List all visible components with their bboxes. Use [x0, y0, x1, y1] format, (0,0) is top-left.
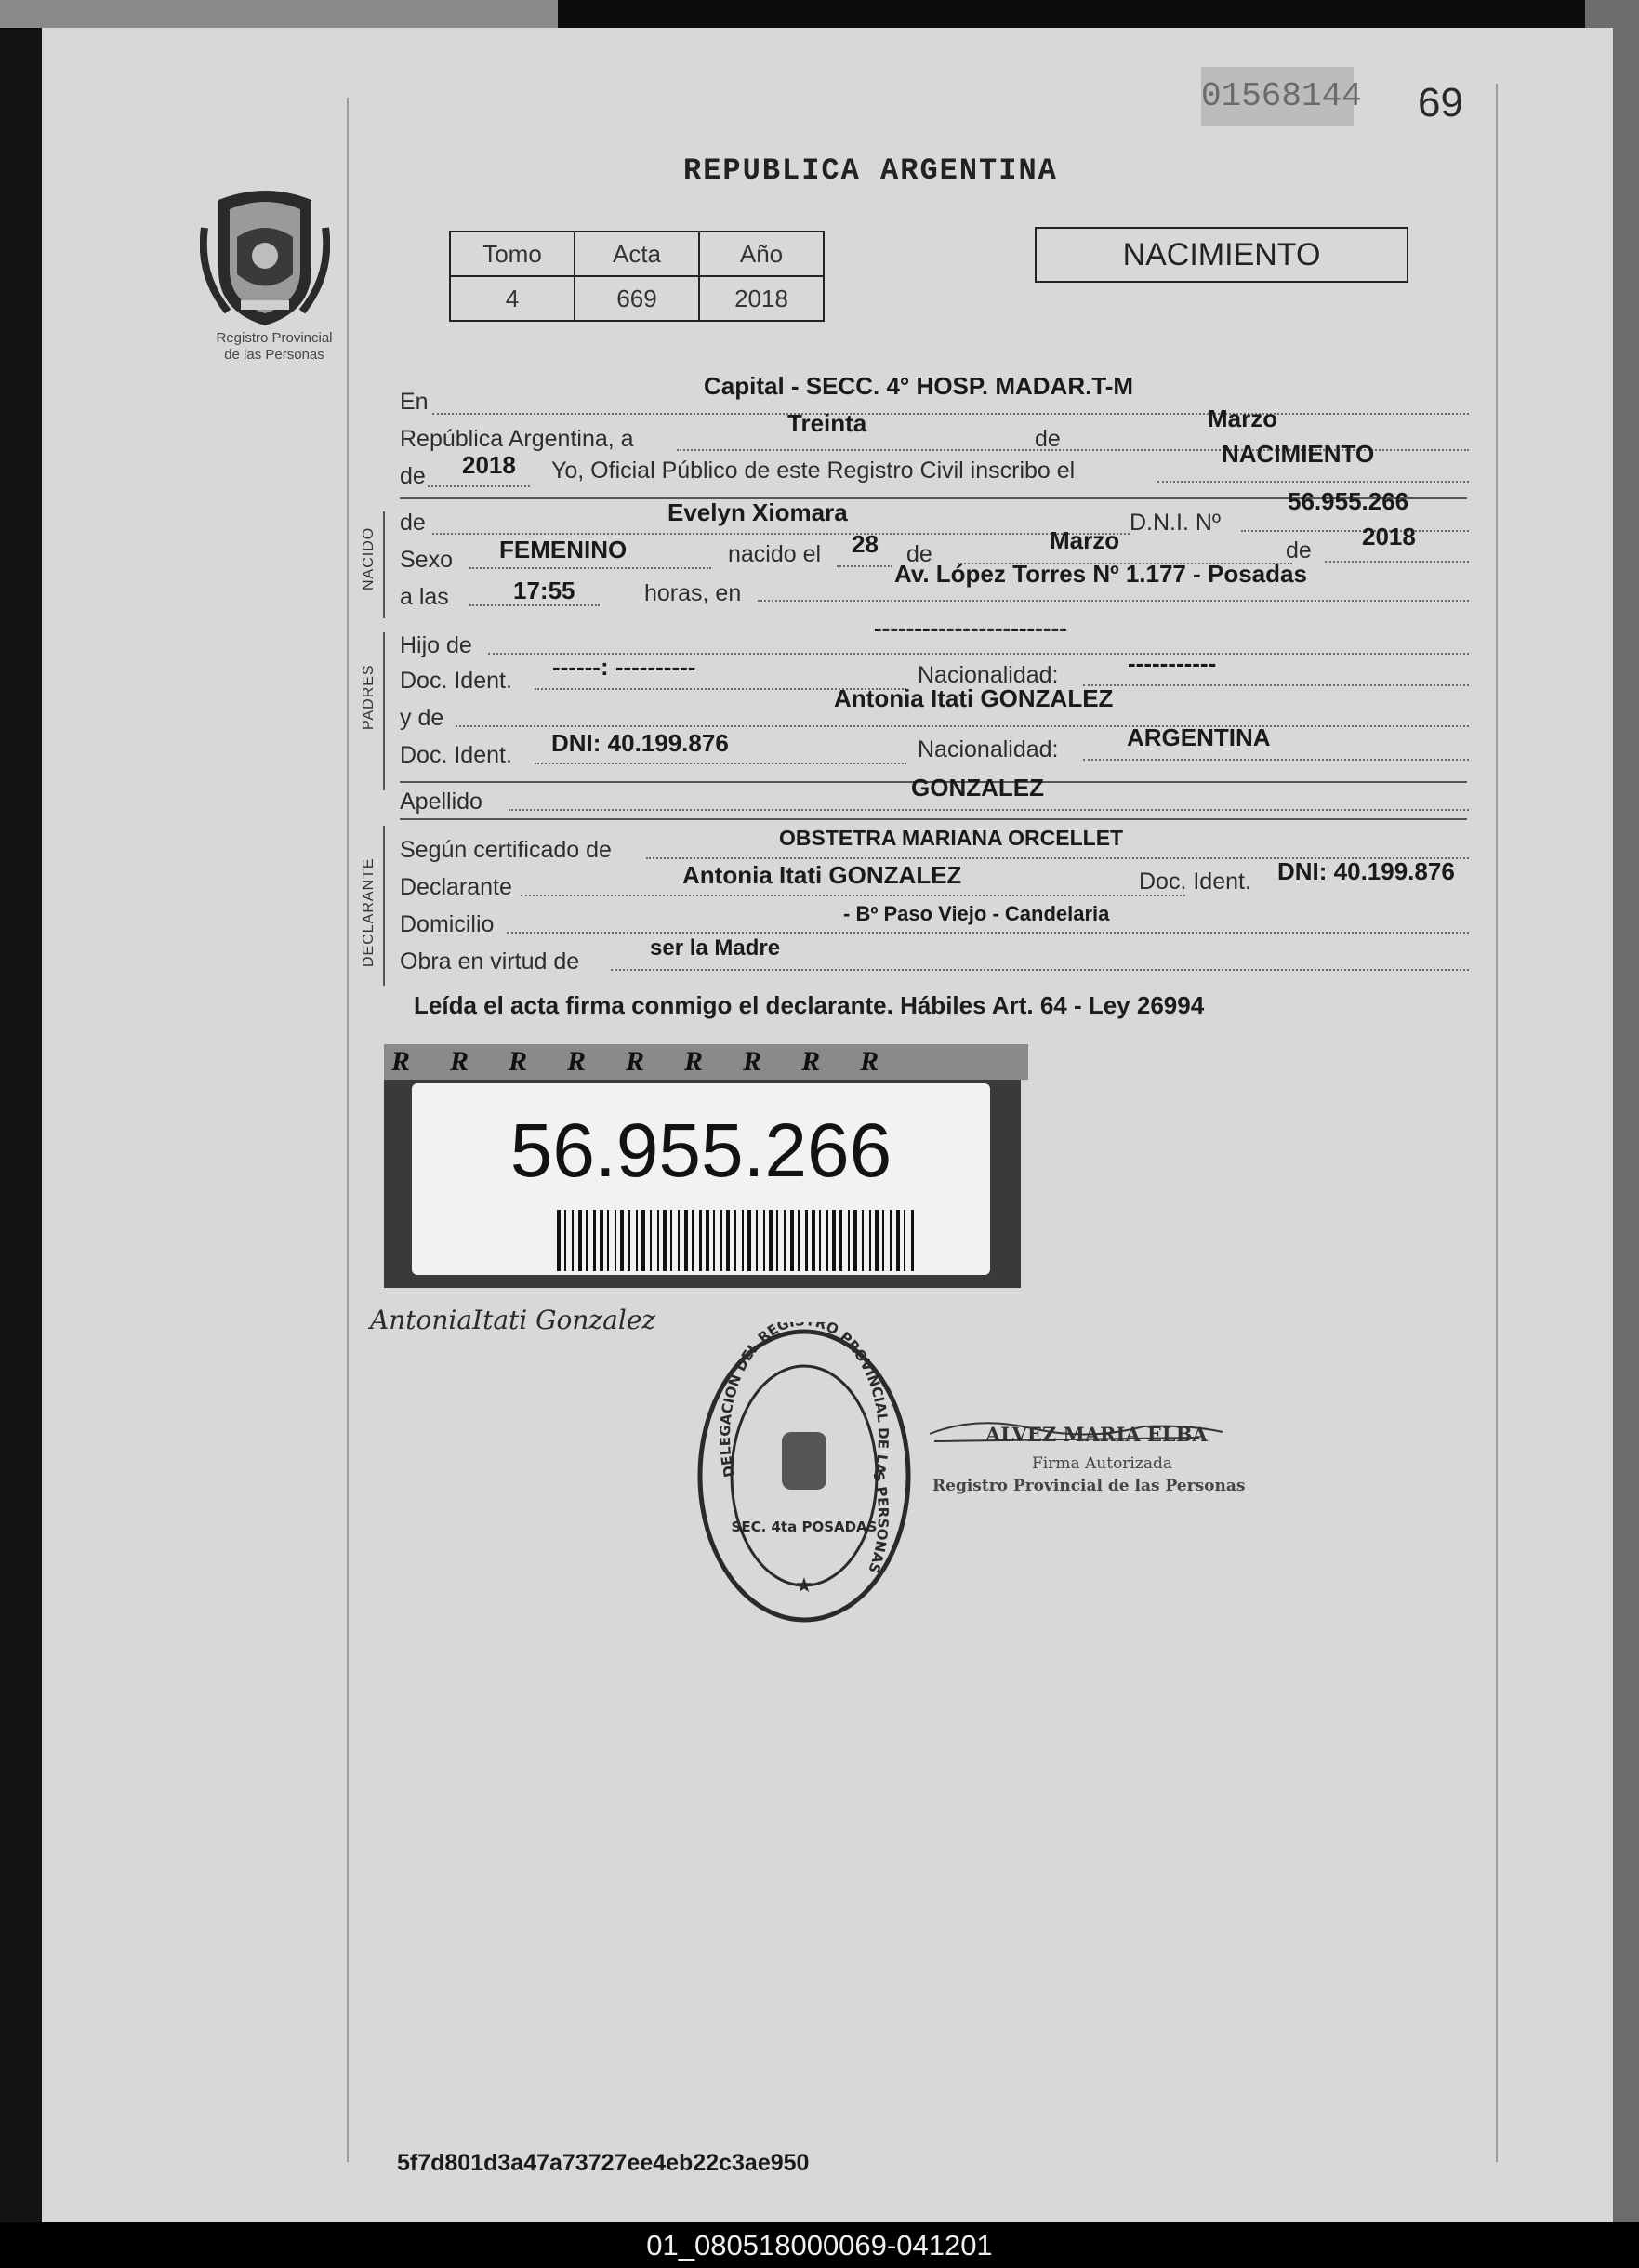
barcode-bar: [720, 1210, 722, 1271]
barcode-bar: [663, 1210, 667, 1271]
barcode-bar: [564, 1210, 566, 1271]
value-month: Marzo: [1208, 405, 1278, 432]
barcode-bar: [628, 1210, 630, 1271]
barcode-bar: [586, 1210, 588, 1271]
barcode-bar: [706, 1210, 709, 1271]
value-father-doc: ------: ----------: [552, 653, 696, 681]
barcode-bar: [784, 1210, 786, 1271]
value-mother: Antonia Itati GONZALEZ: [834, 684, 1114, 712]
logo-caption-line2: de las Personas: [224, 347, 324, 363]
barcode-bar: [692, 1210, 694, 1271]
barcode-bar: [641, 1210, 645, 1271]
value-sexo: FEMENINO: [499, 536, 628, 564]
left-margin-line: [347, 98, 349, 2162]
logo-caption-line1: Registro Provincial: [216, 330, 333, 346]
label-apellido: Apellido: [400, 789, 482, 815]
barcode-bar: [826, 1210, 828, 1271]
value-declarante-doc: DNI: 40.199.876: [1277, 857, 1455, 885]
label-en: En: [400, 389, 429, 415]
section-label-nacido: NACIDO: [361, 526, 377, 590]
barcode-bar: [615, 1210, 616, 1271]
label-hijo-de: Hijo de: [400, 632, 472, 658]
label-de: de: [1035, 426, 1061, 452]
label-a-las: a las: [400, 584, 449, 610]
handwritten-signature: AntoniaItati Gonzalez: [370, 1305, 656, 1335]
barcode-bar: [832, 1210, 836, 1271]
barcode-bar: [862, 1210, 864, 1271]
barcode-bar: [763, 1210, 765, 1271]
document-page: [42, 28, 1613, 2222]
seal-graphic: [693, 1322, 916, 1629]
barcode-bar: [678, 1210, 680, 1271]
coat-of-arms-logo: [200, 181, 330, 335]
barcode: [557, 1210, 919, 1271]
barcode-bar: [875, 1210, 879, 1271]
section-label-declarante: DECLARANTE: [361, 857, 377, 967]
table-header-acta: Acta: [575, 232, 699, 276]
footer-id: 01_080518000069-041201: [0, 2222, 1639, 2268]
value-day: Treinta: [787, 409, 867, 437]
serial-number: 01568144: [1201, 67, 1354, 126]
value-dni: 56.955.266: [1288, 487, 1409, 515]
right-margin-line: [1496, 84, 1498, 2162]
svg-text:★: ★: [795, 1573, 813, 1597]
record-type-box: NACIMIENTO: [1035, 227, 1408, 283]
label-y-de: y de: [400, 705, 444, 731]
label-obra-en-virtud: Obra en virtud de: [400, 948, 580, 975]
label-dni: D.N.I. Nº: [1130, 510, 1222, 536]
label-doc-ident-mother: Doc. Ident.: [400, 742, 512, 768]
barcode-bar: [848, 1210, 850, 1271]
value-birth-day: 28: [852, 530, 879, 558]
barcode-bar: [896, 1210, 900, 1271]
label-declarante: Declarante: [400, 874, 512, 900]
barcode-bar: [911, 1210, 914, 1271]
value-father: ------------------------: [874, 614, 1067, 642]
table-value-tomo: 4: [450, 276, 575, 321]
label-nacionalidad-mother: Nacionalidad:: [918, 736, 1059, 763]
barcode-bar: [734, 1210, 736, 1271]
value-birth-month: Marzo: [1050, 526, 1120, 554]
barcode-bar: [726, 1210, 730, 1271]
barcode-bar: [798, 1210, 800, 1271]
value-domicilio: - Bº Paso Viejo - Candelaria: [843, 902, 1110, 925]
barcode-bar: [819, 1210, 821, 1271]
table-header-tomo: Tomo: [450, 232, 575, 276]
barcode-bar: [869, 1210, 871, 1271]
barcode-bar: [636, 1210, 638, 1271]
barcode-bar: [805, 1210, 808, 1271]
official-office: Registro Provincial de las Personas: [932, 1477, 1246, 1495]
value-birth-place: Av. López Torres Nº 1.177 - Posadas: [894, 560, 1307, 588]
value-mother-doc: DNI: 40.199.876: [551, 729, 729, 757]
record-table-header: [450, 232, 824, 276]
seal-outer-text: DELEGACION DEL REG RO PROVINCIAL DE LAS PERSONAS: [716, 1322, 892, 1576]
barcode-bar: [769, 1210, 773, 1271]
barcode-bar: [790, 1210, 794, 1271]
label-nacido-de: de: [400, 510, 426, 536]
table-value-ano: 2018: [699, 276, 824, 321]
barcode-bar: [742, 1210, 744, 1271]
section-label-padres: PADRES: [361, 664, 377, 730]
label-nacionalidad-father: Nacionalidad:: [918, 662, 1059, 688]
closing-text: Leída el acta firma conmigo el declarante. Hábiles Art. 64 - Ley 26994: [414, 991, 1205, 1019]
label-republica: República Argentina, a: [400, 426, 634, 452]
barcode-bar: [557, 1210, 561, 1271]
barcode-bar: [882, 1210, 884, 1271]
official-seal: [693, 1322, 916, 1634]
label-de-year: de: [1286, 537, 1312, 564]
label-doc-ident-father: Doc. Ident.: [400, 668, 512, 694]
barcode-bar: [904, 1210, 905, 1271]
label-horas-en: horas, en: [644, 580, 742, 606]
label-doc-ident-declarante: Doc. Ident.: [1139, 869, 1251, 895]
official-role: Firma Autorizada: [1032, 1454, 1172, 1473]
barcode-bar: [600, 1210, 603, 1271]
barcode-bar: [572, 1210, 574, 1271]
value-birth-year: 2018: [1362, 523, 1416, 550]
label-domicilio: Domicilio: [400, 911, 495, 937]
sticker-label: [412, 1083, 990, 1275]
barcode-bar: [812, 1210, 815, 1271]
barcode-bar: [839, 1210, 842, 1271]
value-place: Capital - SECC. 4° HOSP. MADAR.T-M: [704, 372, 1134, 400]
value-inscribo: NACIMIENTO: [1222, 440, 1375, 468]
barcode-bar: [890, 1210, 892, 1271]
barcode-bar: [670, 1210, 672, 1271]
barcode-bar: [853, 1210, 857, 1271]
label-segun-certificado: Según certificado de: [400, 837, 612, 863]
label-de-month: de: [906, 541, 932, 567]
barcode-bar: [684, 1210, 688, 1271]
value-declarante: Antonia Itati GONZALEZ: [682, 861, 962, 889]
record-table: [449, 231, 825, 322]
barcode-bar: [747, 1210, 751, 1271]
barcode-bar: [699, 1210, 702, 1271]
id-sticker: [384, 1044, 1021, 1288]
document-title: REPUBLICA ARGENTINA: [683, 153, 1058, 188]
label-nacido-el: nacido el: [728, 541, 822, 567]
value-mother-nationality: ARGENTINA: [1127, 723, 1271, 751]
label-sexo: Sexo: [400, 547, 453, 573]
official-name: ALVEZ MARIA ELBA: [985, 1423, 1208, 1446]
document-hash: 5f7d801d3a47a73727ee4eb22c3ae950: [397, 2150, 810, 2176]
value-obra: ser la Madre: [650, 935, 781, 961]
sticker-number: 56.955.266: [509, 1108, 892, 1193]
logo-caption: [191, 330, 358, 364]
barcode-bar: [607, 1210, 609, 1271]
label-inscribo: Yo, Oficial Público de este Registro Civil inscribo el: [551, 458, 1076, 484]
barcode-bar: [593, 1210, 596, 1271]
record-table-values: [450, 276, 824, 321]
barcode-bar: [713, 1210, 715, 1271]
value-birth-time: 17:55: [513, 577, 575, 604]
page-number: 69: [1418, 80, 1463, 126]
table-value-acta: 669: [575, 276, 699, 321]
value-year: 2018: [462, 451, 516, 479]
value-apellido: GONZALEZ: [911, 774, 1044, 802]
label-de2: de: [400, 463, 426, 489]
barcode-bar: [650, 1210, 652, 1271]
value-child-name: Evelyn Xiomara: [667, 498, 848, 526]
value-certificado: OBSTETRA MARIANA ORCELLET: [779, 826, 1124, 850]
seal-inner-text: SEC. 4ta POSADAS: [731, 1519, 878, 1535]
barcode-bar: [578, 1210, 582, 1271]
barcode-bar: [756, 1210, 758, 1271]
barcode-bar: [776, 1210, 778, 1271]
top-edge: [0, 0, 1639, 30]
value-father-nationality: -----------: [1128, 649, 1217, 677]
table-header-ano: Año: [699, 232, 824, 276]
barcode-bar: [620, 1210, 624, 1271]
barcode-bar: [657, 1210, 659, 1271]
sticker-pattern: RRRRRRRRR: [384, 1044, 1028, 1080]
